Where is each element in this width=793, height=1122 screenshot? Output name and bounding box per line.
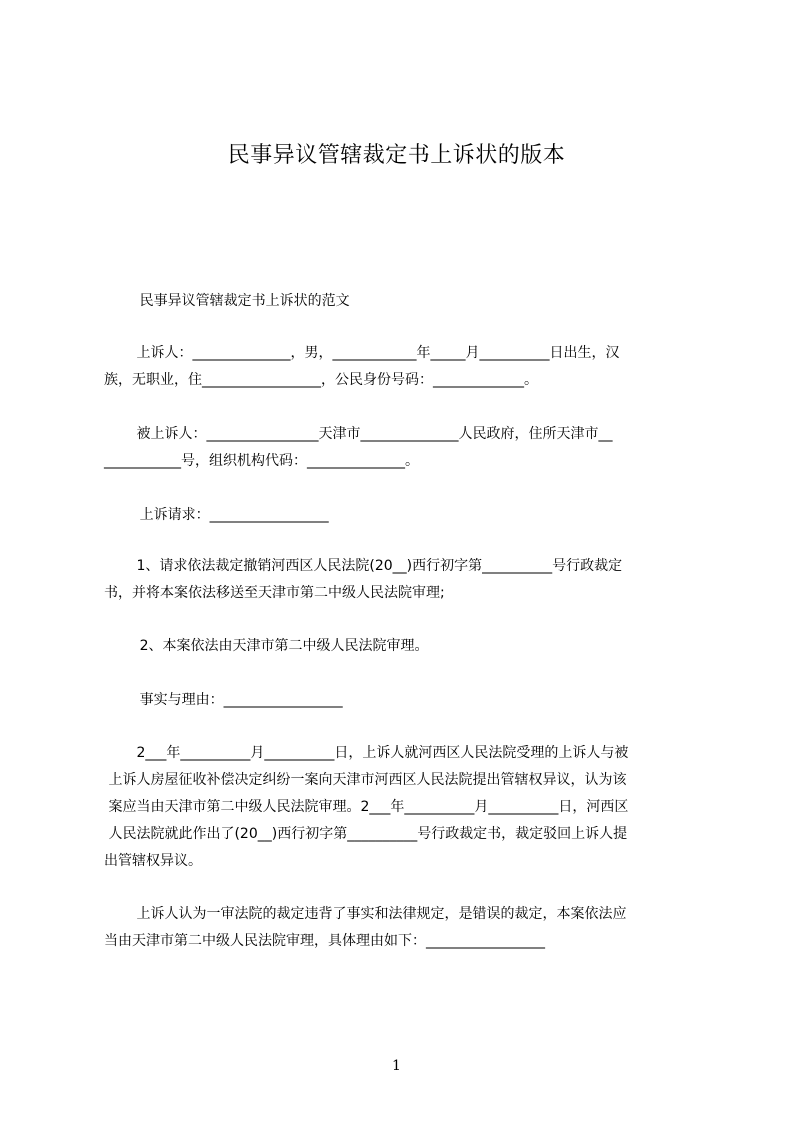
text-line: 被上诉人：________________天津市______________人民政府，住所天津市__ [104,426,613,442]
text-line: 族，无职业，住_________________，公民身份号码：_____________。 [104,372,538,388]
text-line: 上诉人：______________，男，____________年_____月__________日出生，汉 [104,345,620,361]
text-line: 2、本案依法由天津市第二中级人民法院审理。 [104,638,429,654]
text-line: 1、请求依法裁定撤销河西区人民法院(20__)西行初字第__________号行政裁定 [104,558,623,574]
document-title: 民事异议管辖裁定书上诉状的版本 [227,143,566,168]
text-line: 案应当由天津市第二中级人民法院审理。2___年__________月__________日，河西区 [104,799,629,815]
text-line: 民事异议管辖裁定书上诉状的范文 [104,293,350,309]
text-line: 书，并将本案依法移送至天津市第二中级人民法院审理; [104,585,445,601]
text-line: 2___年__________月__________日，上诉人就河西区人民法院受理的上诉人与被 [104,745,629,761]
text-line: 上诉人认为一审法院的裁定违背了事实和法律规定，是错误的裁定，本案依法应 [104,906,627,922]
text-line: 上诉请求：_________________ [104,507,329,523]
text-line: 出管辖权异议。 [104,853,202,869]
text-line: 当由天津市第二中级人民法院审理，具体理由如下：_________________ [104,933,545,949]
text-line: 上诉人房屋征收补偿决定纠纷一案向天津市河西区人民法院提出管辖权异议，认为该 [104,772,627,788]
text-line: 人民法院就此作出了(20__)西行初字第__________号行政裁定书，裁定驳回上诉人提 [104,826,628,842]
text-line: ___________号，组织机构代码：______________。 [104,453,419,469]
page-number: 1 [392,1058,401,1074]
text-line: 事实与理由：_________________ [104,692,343,708]
